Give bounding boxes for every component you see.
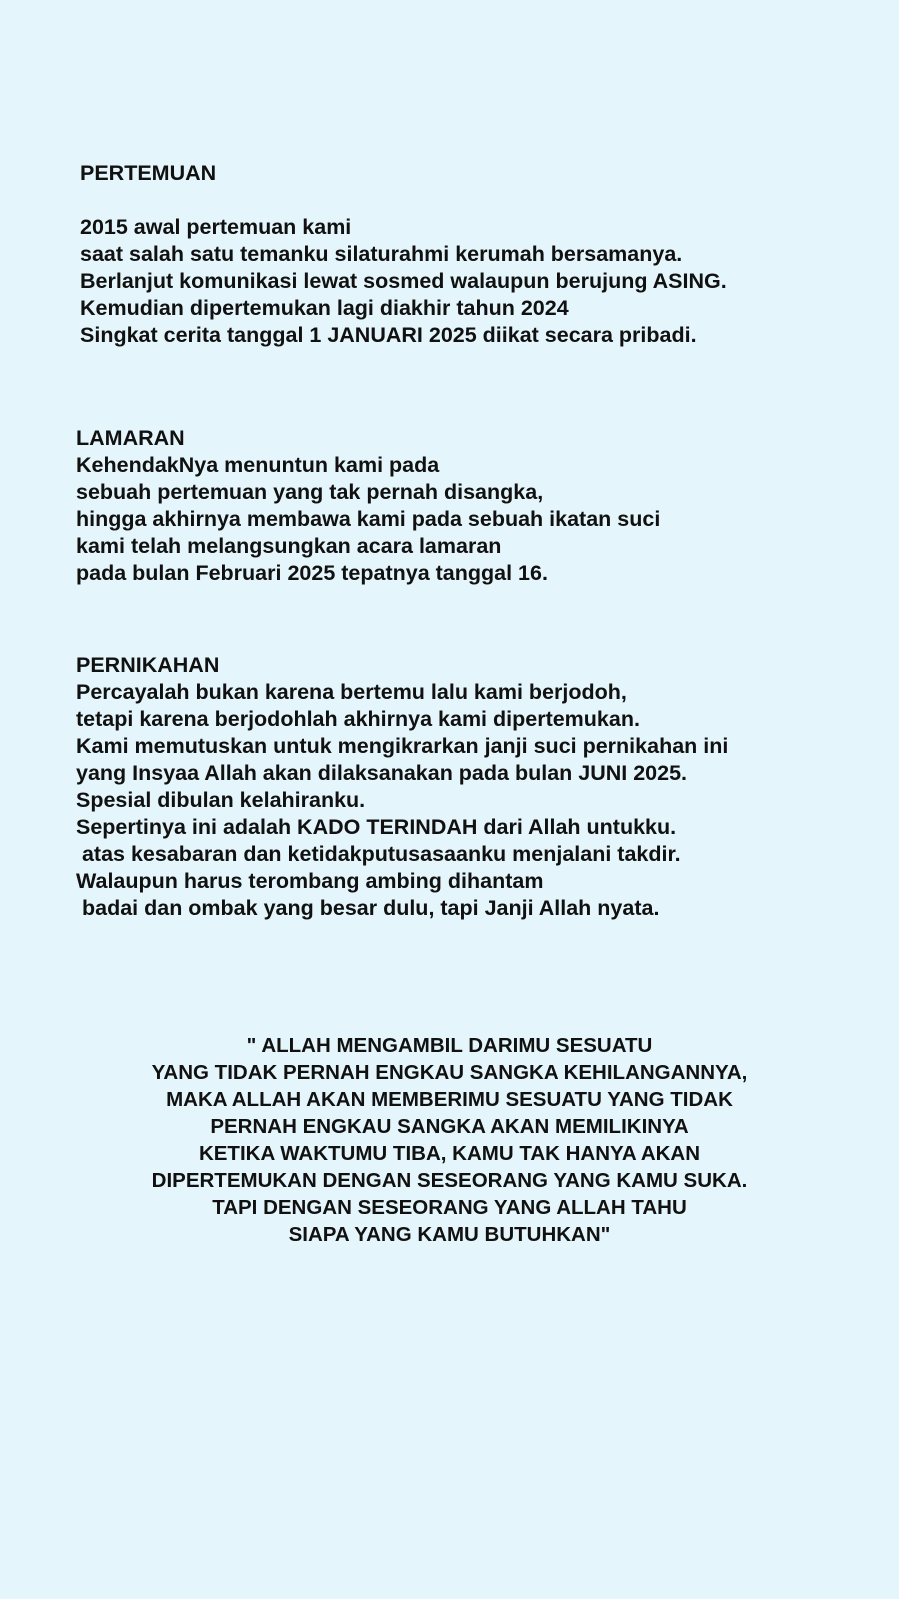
quote-block: [0, 1032, 899, 1248]
section-pertemuan: [80, 160, 899, 349]
quote-line: DIPERTEMUKAN DENGAN SESEORANG YANG KAMU SUKA.: [151, 1169, 748, 1192]
text-line: sebuah pertemuan yang tak pernah disangka,: [76, 480, 544, 504]
quote-line: YANG TIDAK PERNAH ENGKAU SANGKA KEHILANGANNYA,: [151, 1061, 748, 1084]
text-line: kami telah melangsungkan acara lamaran: [76, 534, 502, 558]
quote-line: " ALLAH MENGAMBIL DARIMU SESUATU: [246, 1034, 653, 1057]
text-line: yang Insyaa Allah akan dilaksanakan pada bulan JUNI 2025.: [76, 761, 688, 785]
section-pernikahan: [76, 652, 899, 922]
section-heading: LAMARAN: [76, 426, 185, 450]
text-line: Berlanjut komunikasi lewat sosmed walaupun berujung ASING.: [80, 269, 727, 293]
section-body: [80, 214, 899, 349]
text-line: Kami memutuskan untuk mengikrarkan janji suci pernikahan ini: [76, 734, 729, 758]
quote-line: KETIKA WAKTUMU TIBA, KAMU TAK HANYA AKAN: [198, 1142, 701, 1165]
text-line: Singkat cerita tanggal 1 JANUARI 2025 diikat secara pribadi.: [80, 323, 697, 347]
quote-line: PERNAH ENGKAU SANGKA AKAN MEMILIKINYA: [210, 1115, 689, 1138]
text-line: saat salah satu temanku silaturahmi kerumah bersamanya.: [80, 242, 683, 266]
text-line: Percayalah bukan karena bertemu lalu kami berjodoh,: [76, 680, 627, 704]
section-heading: PERNIKAHAN: [76, 653, 220, 677]
text-line: badai dan ombak yang besar dulu, tapi Janji Allah nyata.: [76, 896, 660, 920]
text-line: Spesial dibulan kelahiranku.: [76, 788, 366, 812]
section-body: [76, 679, 899, 922]
quote-line: SIAPA YANG KAMU BUTUHKAN": [288, 1223, 611, 1246]
quote-line: MAKA ALLAH AKAN MEMBERIMU SESUATU YANG TIDAK: [166, 1088, 733, 1111]
text-line: hingga akhirnya membawa kami pada sebuah ikatan suci: [76, 507, 661, 531]
text-line: Kemudian dipertemukan lagi diakhir tahun 2024: [80, 296, 569, 320]
text-line: Walaupun harus terombang ambing dihantam: [76, 869, 544, 893]
text-line: pada bulan Februari 2025 tepatnya tanggal 16.: [76, 561, 548, 585]
text-line: tetapi karena berjodohlah akhirnya kami dipertemukan.: [76, 707, 640, 731]
section-body: [76, 452, 899, 587]
text-line: Sepertinya ini adalah KADO TERINDAH dari Allah untukku.: [76, 815, 677, 839]
text-line: 2015 awal pertemuan kami: [80, 215, 352, 239]
section-lamaran: [76, 425, 899, 587]
section-heading: PERTEMUAN: [80, 161, 217, 185]
quote-line: TAPI DENGAN SESEORANG YANG ALLAH TAHU: [212, 1196, 687, 1219]
text-line: KehendakNya menuntun kami pada: [76, 453, 440, 477]
text-line: atas kesabaran dan ketidakputusasaanku menjalani takdir.: [76, 842, 681, 866]
